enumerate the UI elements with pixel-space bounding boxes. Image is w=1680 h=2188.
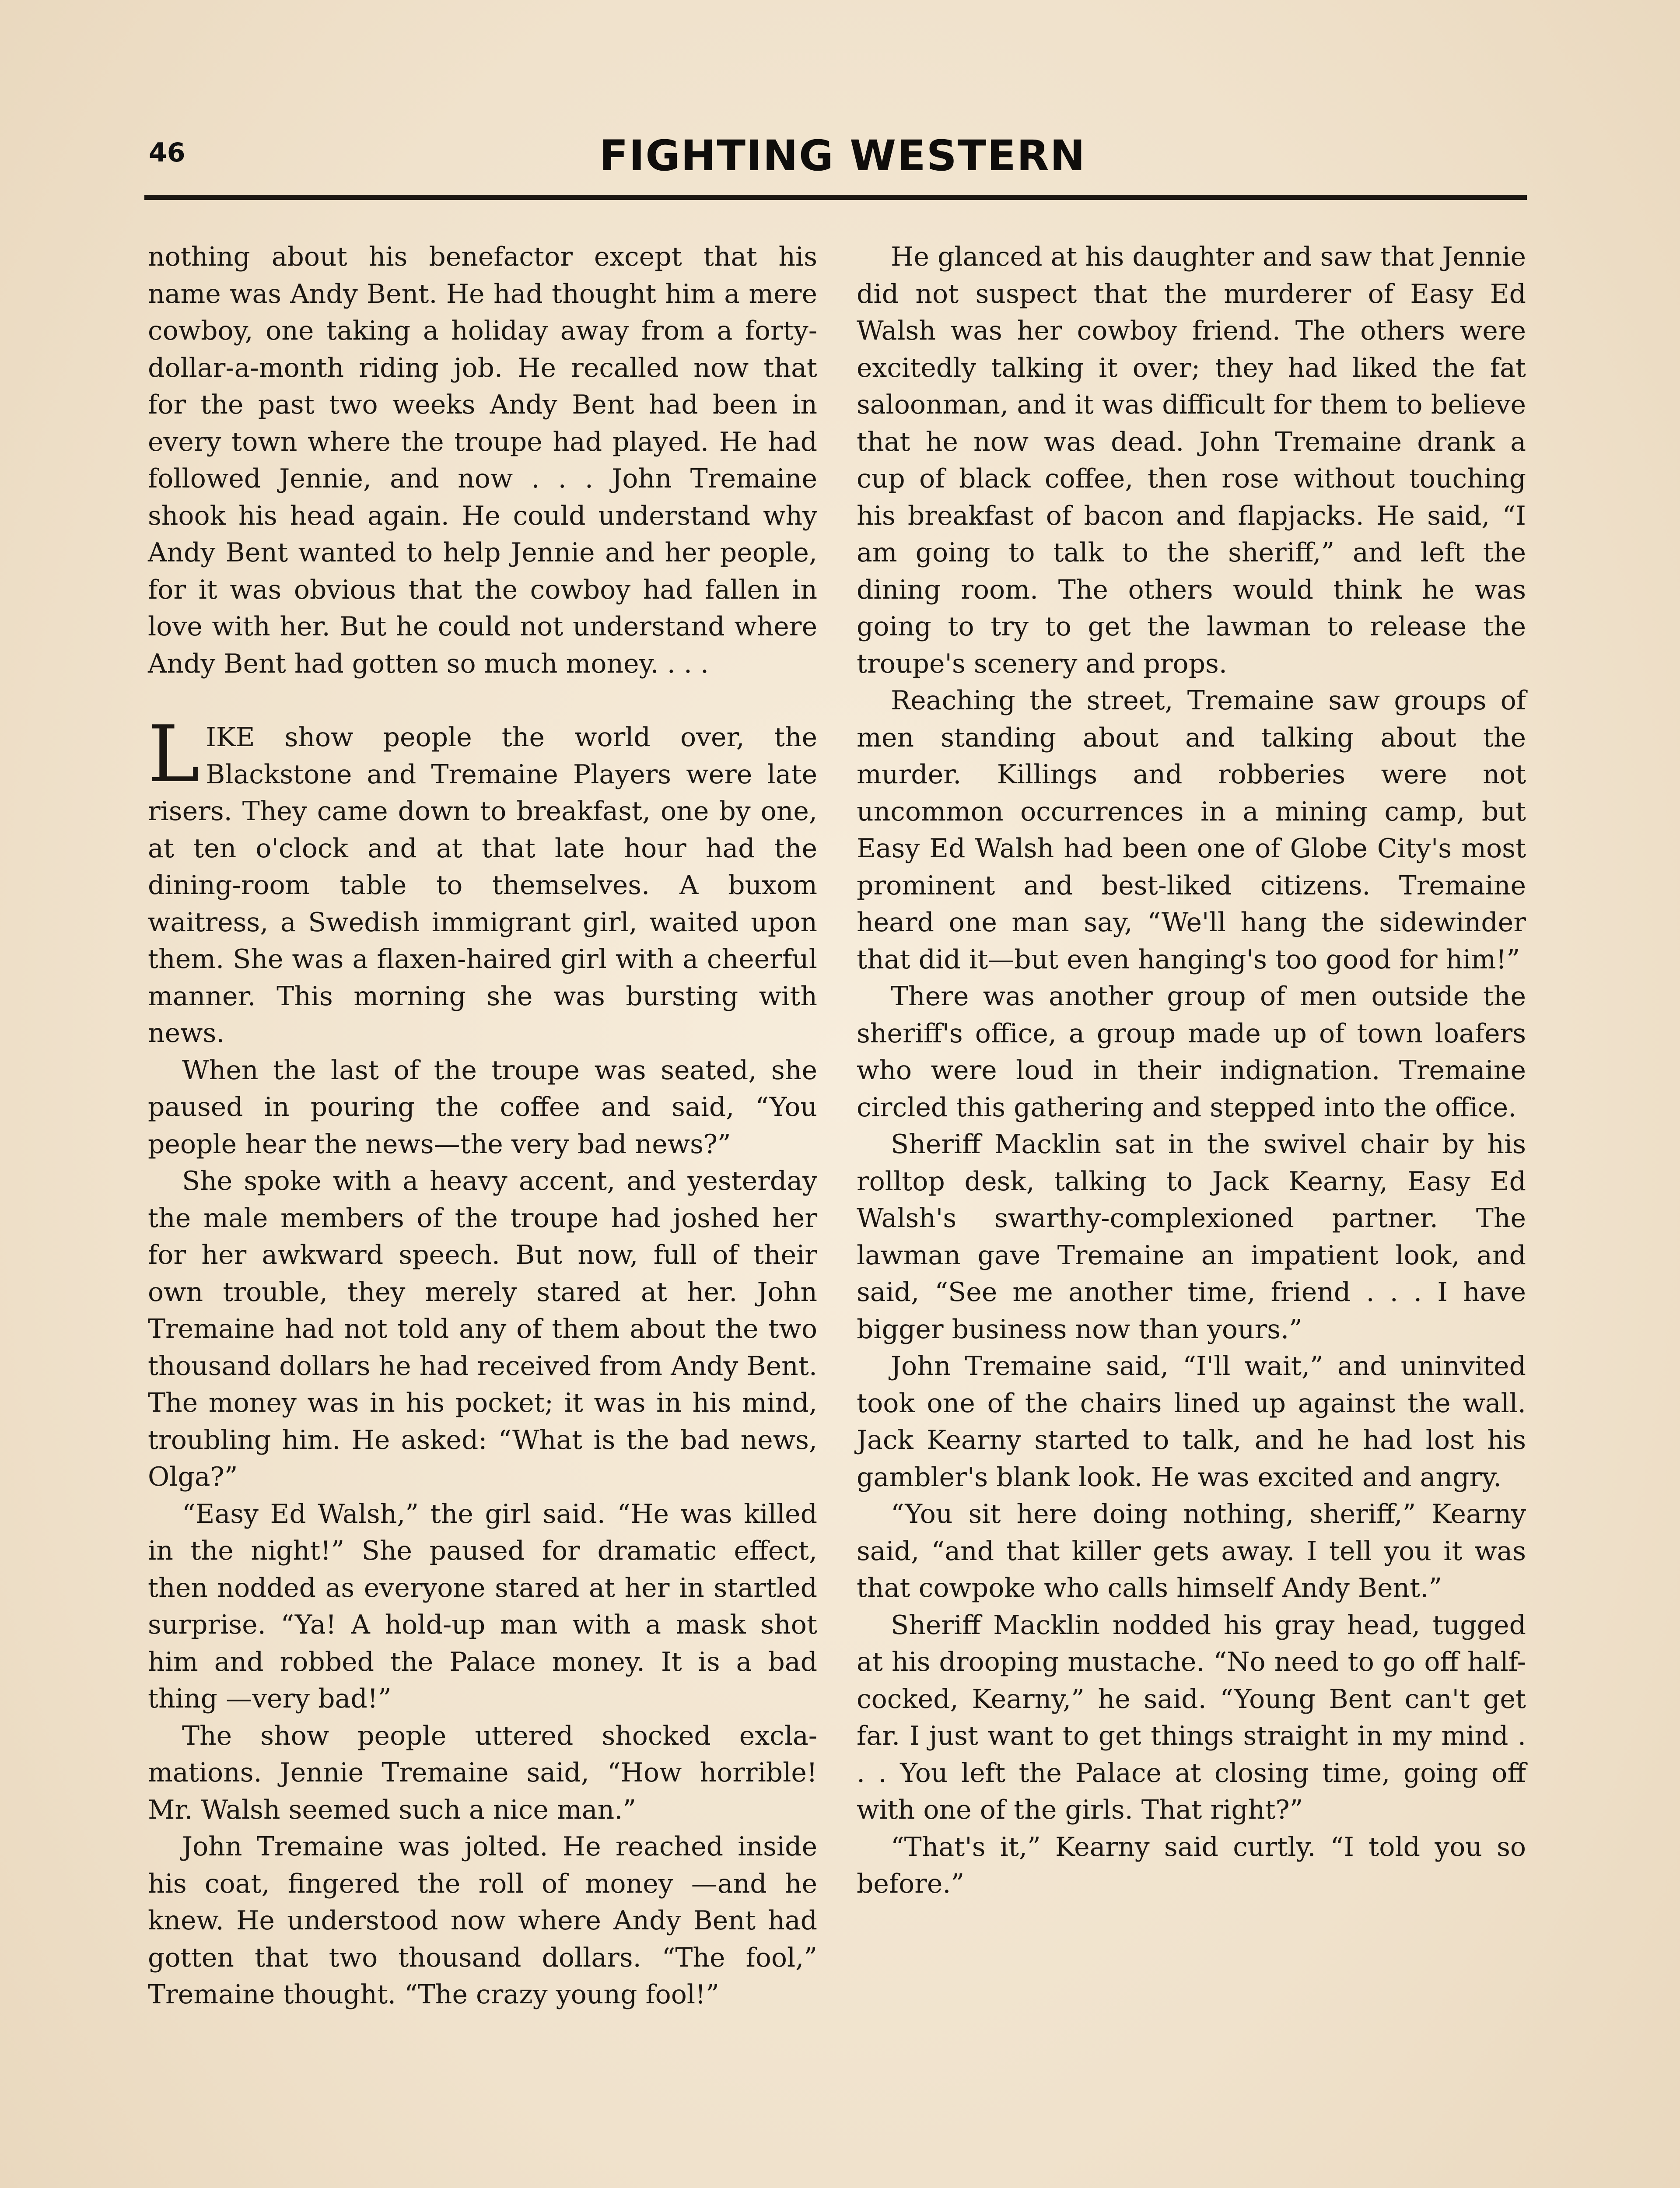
paragraph: “You sit here doing nothing, sheriff,” Kearny said, “and that killer gets away. I tell you it was that cowpoke who calls himself Andy Bent.”	[857, 1499, 1526, 1603]
header-divider	[144, 195, 1527, 200]
paragraph: When the last of the troupe was seated, she paused in pouring the coffee and said, “You people hear the news—the very bad news?”	[148, 1055, 817, 1160]
paragraph: There was another group of men outside the sheriff's office, a group made up of town loafers who were loud in their indignation. Tremaine circled this gathering and stepped into the office.	[857, 981, 1526, 1123]
paragraph: The show people uttered shocked exclamations. Jennie Tremaine said, “How horrible! Mr. Walsh seemed such a nice man.”	[148, 1720, 817, 1825]
paragraph: John Tremaine was jolted. He reached inside his coat, fingered the roll of money —and he knew. He understood now where Andy Bent had gotten that two thousand dollars. “The fool,” Tremaine thought. “The crazy young fool!”	[148, 1831, 817, 2010]
paragraph: Sheriff Macklin sat in the swivel chair by his rolltop desk, talking to Jack Kearny, Easy Ed Walsh's swarthy-complexioned partner. The lawman gave Tremaine an impatient look, and said, “See me another time, friend . . . I have bigger business now than yours.”	[857, 1129, 1526, 1345]
paragraph: Reaching the street, Tremaine saw groups of men standing about and talking about the murder. Killings and robberies were not uncommon occurrences in a mining camp, but Easy Ed Walsh had been one of Globe City's most prominent and best-liked citizens. Tremaine heard one man say, “We'll hang the sidewinder that did it—but even hanging's too good for him!”	[857, 685, 1526, 975]
paragraph: nothing about his benefactor except that his name was Andy Bent. He had thought him a mere cowboy, one taking a holiday away from a forty-dollar-a-month riding job. He recalled now that for the past two weeks Andy Bent had been in every town where the troupe had played. He had followed Jennie, and now . . . John Tremaine shook his head again. He could understand why Andy Bent wanted to help Jennie and her people, for it was obvious that the cowboy had fallen in love with her. But he could not understand where Andy Bent had gotten so much money. . . .	[148, 242, 817, 679]
paragraph: He glanced at his daughter and saw that Jennie did not suspect that the murderer of Easy Ed Walsh was her cowboy friend. The others were excitedly talking it over; they had liked the fat saloonman, and it was difficult for them to believe that he now was dead. John Tremaine drank a cup of black coffee, then rose without touching his breakfast of bacon and flapjacks. He said, “I am going to talk to the sheriff,” and left the dining room. The others would think he was going to try to get the lawman to release the troupe's scenery and props.	[857, 242, 1526, 679]
page-number: 46	[149, 137, 186, 168]
magazine-title: FIGHTING WESTERN	[599, 131, 1086, 180]
paragraph-text: IKE show people the world over, the Blackstone and Tremaine Players were late risers. They came down to breakfast, one by one, at ten o'clock and at that late hour had the dining-room table to themselves. A buxom waitress, a Swedish immigrant girl, waited upon them. She was a flaxen-haired girl with a cheerful manner. This morning she was bursting with news.	[148, 722, 817, 1048]
paragraph: John Tremaine said, “I'll wait,” and uninvited took one of the chairs lined up against the wall. Jack Kearny started to talk, and he had lost his gambler's blank look. He was excited and angry.	[857, 1351, 1526, 1493]
left-text-column	[148, 238, 817, 2013]
drop-cap: L	[148, 709, 200, 799]
right-text-column	[857, 238, 1526, 1903]
page-header	[149, 131, 1527, 188]
paragraph: Sheriff Macklin nodded his gray head, tugged at his drooping mustache. “No need to go off half-cocked, Kearny,” he said. “Young Bent can't get far. I just want to get things straight in my mind . . . You left the Palace at closing time, going off with one of the girls. That right?”	[857, 1609, 1526, 1825]
paragraph: She spoke with a heavy accent, and yesterday the male members of the troupe had joshed her for her awkward speech. But now, full of their own trouble, they merely stared at her. John Tremaine had not told any of them about the two thousand dollars he had received from Andy Bent. The money was in his pocket; it was in his mind, troubling him. He asked: “What is the bad news, Olga?”	[148, 1166, 817, 1492]
paragraph: “That's it,” Kearny said curtly. “I told you so before.”	[857, 1831, 1526, 1899]
section-start-paragraph	[148, 709, 817, 1052]
paragraph: “Easy Ed Walsh,” the girl said. “He was killed in the night!” She paused for dramatic effect, then nodded as everyone stared at her in startled surprise. “Ya! A hold-up man with a mask shot him and robbed the Palace money. It is a bad thing —very bad!”	[148, 1498, 817, 1714]
